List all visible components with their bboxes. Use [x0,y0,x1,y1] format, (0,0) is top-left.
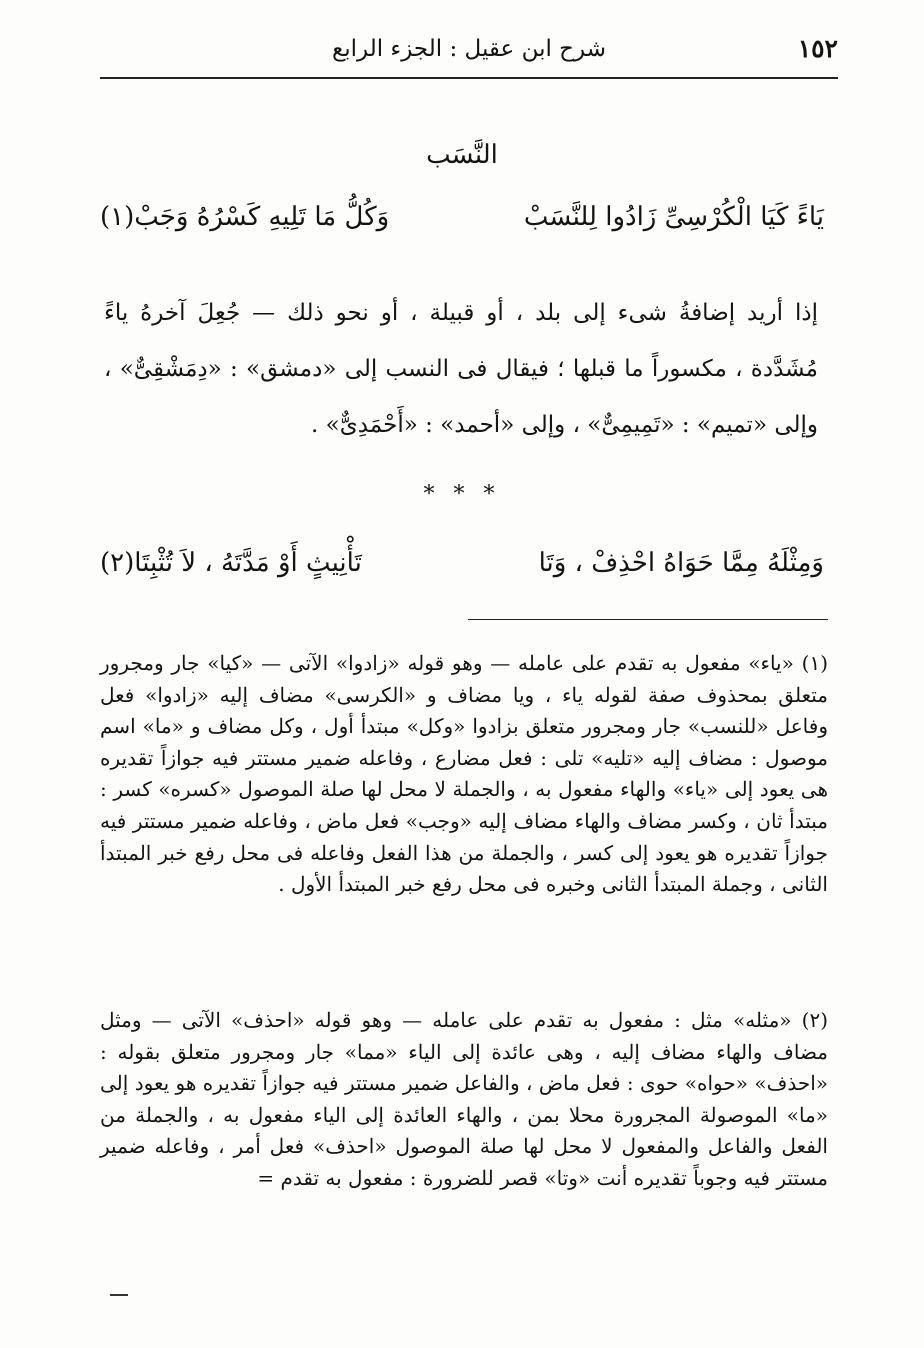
page-number: ١٥٢ [797,34,838,63]
verse-2-first-hemistich: وَمِثْلَهُ مِمَّا حَوَاهُ احْذِفْ ، وَتَا [538,548,824,578]
verse-1-first-hemistich: يَاءً كَيَا الْكُرْسِىِّ زَادُوا لِلنَّسَبْ [523,202,824,232]
stray-mark [110,1294,128,1296]
footnote-rule [468,619,828,620]
footnote-2: (٢) «مثله» مثل : مفعول به تقدم على عامله — وهو قوله «احذف» الآتى — ومثل مضاف والهاء مضاف إليه ، وهى عائدة إلى الياء «مما» جار ومجرور متعلق بقوله : «احذف» «حواه» حوى : فعل ماض ، والفاعل ضمير مستتر فيه جوازاً تقديره هو يعود إلى «ما» الموصولة المجرورة محلا بمن ، والهاء العائدة إلى الياء مفعول به ، والجملة من الفعل والفاعل والمفعول لا محل لها صلة الموصول «احذف» فعل أمر ، وفاعله ضمير مستتر فيه وجوباً تقديره أنت «وتا» قصر للضرورة : مفعول به تقدم = [100,1008,828,1190]
page-header [100,34,838,74]
section-title: النَّسَب [426,140,498,170]
running-title: شرح ابن عقيل : الجزء الرابع [331,36,606,62]
footnote-1: (١) «ياء» مفعول به تقدم على عامله — وهو قوله «زادوا» الآتى — «كيا» جار ومجرور متعلق بمحذوف صفة لقوله ياء ، ويا مضاف و «الكرسى» مضاف إليه «زادوا» فعل وفاعل «للنسب» جار ومجرور متعلق بزادوا «وكل» مبتدأ أول ، وكل مضاف و «ما» اسم موصول : مضاف إليه «تليه» تلى : فعل مضارع ، وفاعله ضمير مستتر فيه جوازاً تقديره هى يعود إلى «ياء» والهاء مفعول به ، والجملة لا محل لها صلة الموصول «كسره» كسر : مبتدأ ثان ، وكسر مضاف والهاء مضاف إليه «وجب» فعل ماض ، وفاعله ضمير مستتر فيه جوازاً تقديره هو يعود إلى كسر ، والجملة من هذا الفعل وفاعله فى محل رفع خبر المبتدأ الثانى ، وجملة المبتدأ الثانى وخبره فى محل رفع خبر المبتدأ الأول . [100,651,828,897]
verse-2-second-hemistich: تَأْنِيثٍ أَوْ مَدَّتَهُ ، لاَ تُثْبِتَا(٢) [100,548,362,578]
verse-1-second-hemistich: وَكُلُّ مَا تَلِيهِ كَسْرُهُ وَجَبْ(١) [100,202,390,232]
header-rule [100,77,838,79]
verse-line-2 [100,548,824,578]
explanation-paragraph: إذا أريد إضافةُ شىء إلى بلد ، أو قبيلة ، أو نحو ذلك — جُعِلَ آخرهُ ياءً مُشَدَّدة ، مكسوراً ما قبلها ؛ فيقال فى النسب إلى «دمشق» : «دِمَشْقِىٌّ» ، وإلى «تميم» : «تَمِيمِىٌّ» ، وإلى «أحمد» : «أَحْمَدِىٌّ» . [104,300,818,438]
section-separator: * * * [423,482,501,507]
verse-line-1 [100,202,824,232]
